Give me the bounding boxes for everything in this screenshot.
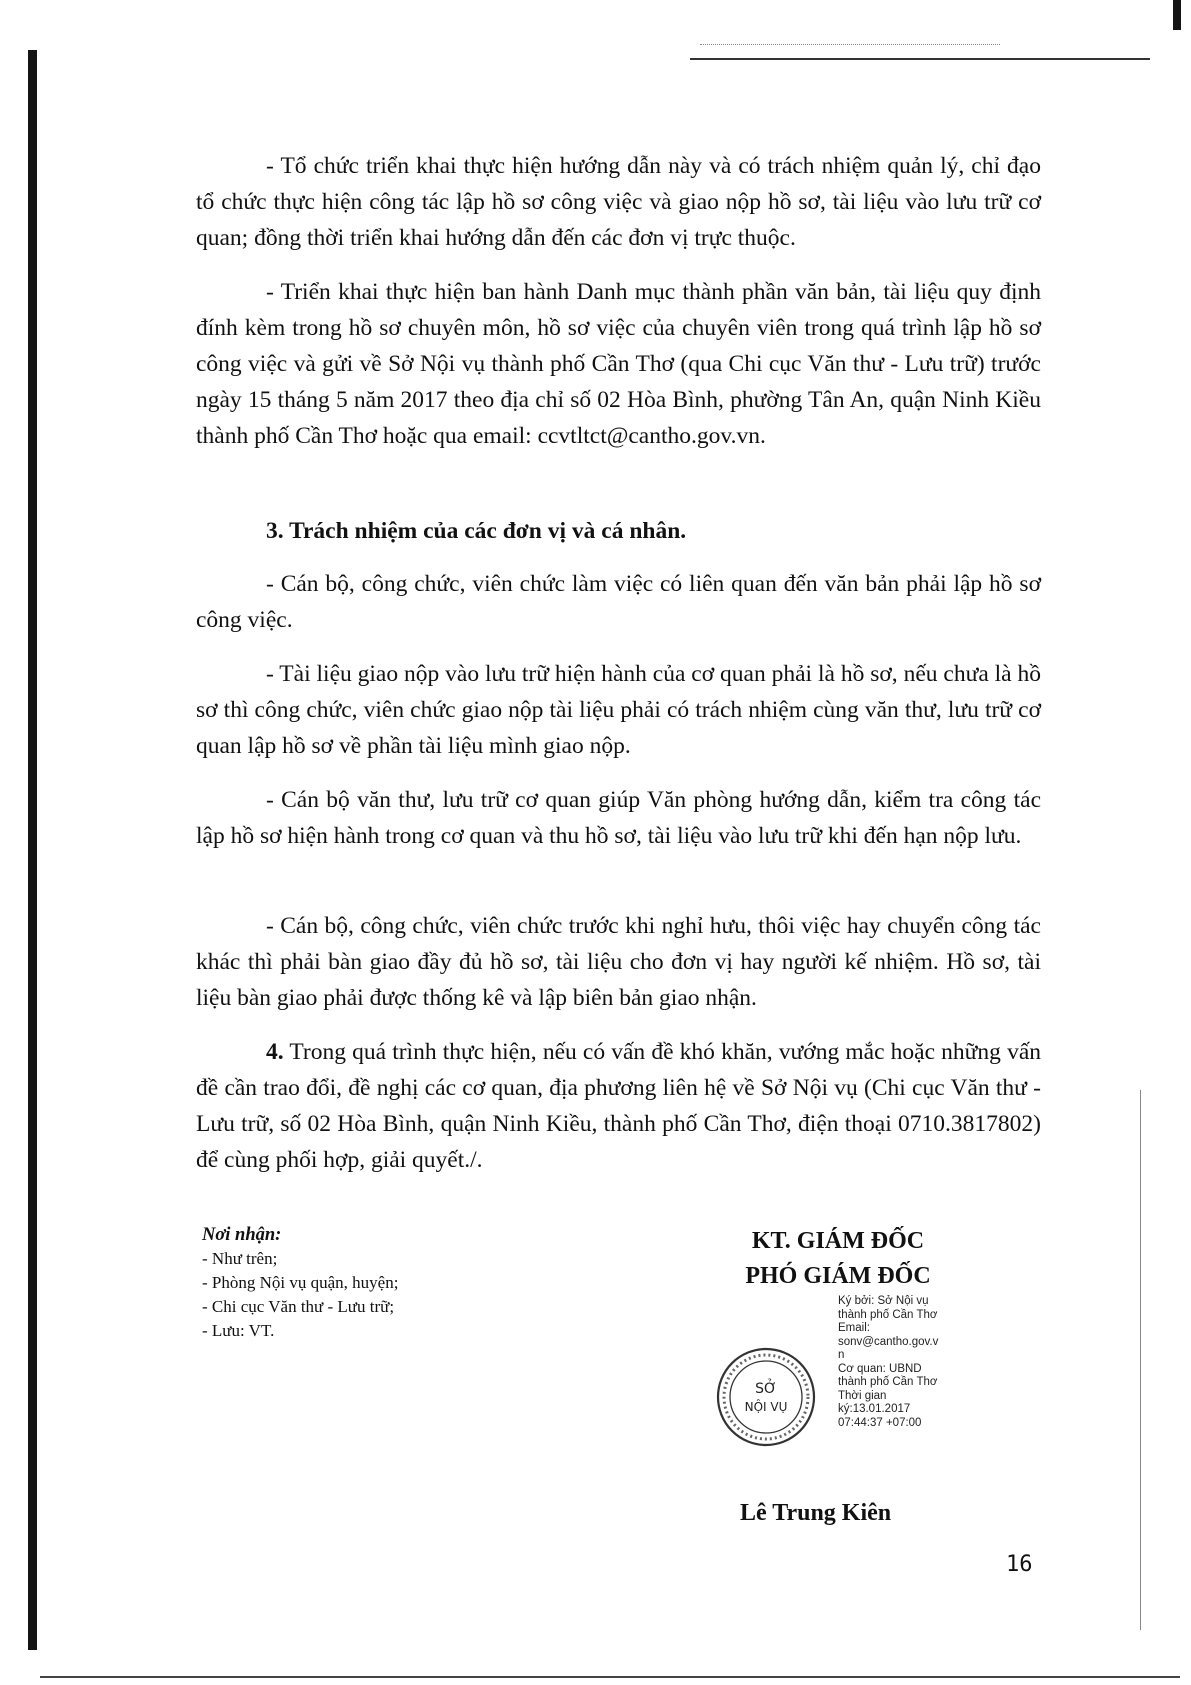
item-number: 4. (266, 1039, 284, 1065)
section-heading-3: 3. Trách nhiệm của các đơn vị và cá nhân. (266, 518, 687, 544)
digital-signature-line: Ký bởi: Sở Nội vụ (838, 1295, 929, 1307)
signature-title-block (698, 1224, 978, 1294)
digital-signature-line: Cơ quan: UBND (838, 1362, 922, 1375)
scan-edge-bottom (40, 1676, 1180, 1678)
seal-text-top: SỞ (755, 1381, 777, 1397)
digital-signature-line: n (838, 1349, 845, 1361)
paragraph-archive-staff: - Cán bộ văn thư, lưu trữ cơ quan giúp Văn phòng hướng dẫn, kiểm tra công tác lập hồ sơ hiện hành trong cơ quan và thu hồ sơ, tài liệu vào lưu trữ khi đến hạn nộp lưu. (196, 787, 1041, 849)
digital-signature-info (838, 1295, 978, 1430)
scan-edge-right (1140, 1090, 1141, 1630)
signer-name: Lê Trung Kiên (740, 1500, 892, 1526)
paragraph-handover: - Cán bộ, công chức, viên chức trước khi nghỉ hưu, thôi việc hay chuyển công tác khác thì phải bàn giao đầy đủ hồ sơ, tài liệu cho đơn vị hay người kế nhiệm. Hồ sơ, tài liệu bàn giao phải được thống kê và lập biên bản giao nhận. (196, 913, 1041, 1011)
digital-signature-line: ký:13.01.2017 (838, 1403, 911, 1415)
paragraph-contact-text: Trong quá trình thực hiện, nếu có vấn đề khó khăn, vướng mắc hoặc những vấn đề cần trao đổi, đề nghị các cơ quan, địa phương liên hệ về Sở Nội vụ (Chi cục Văn thư - Lưu trữ, số 02 Hòa Bình, quận Ninh Kiều, thành phố Cần Thơ, điện thoại 0710.3817802) để cùng phối hợp, giải quyết./. (196, 1039, 1041, 1173)
paragraph-contact (196, 1034, 1041, 1178)
paragraph-deploy: - Triển khai thực hiện ban hành Danh mục thành phần văn bản, tài liệu quy định đính kèm trong hồ sơ chuyên môn, hồ sơ việc của chuyên viên trong quá trình lập hồ sơ công việc và gửi về Sở Nội vụ thành phố Cần Thơ (qua Chi cục Văn thư - Lưu trữ) trước ngày 15 tháng 5 năm 2017 theo địa chỉ số 02 Hòa Bình, phường Tân An, quận Ninh Kiều thành phố Cần Thơ hoặc qua email: ccvtltct@cantho.gov.vn. (196, 279, 1041, 449)
official-seal (714, 1345, 818, 1449)
recipients-title: Nơi nhận: (202, 1225, 282, 1245)
header-dotted-line (700, 44, 1000, 45)
recipients-list (202, 1247, 398, 1343)
digital-signature-line: Thời gian (838, 1389, 887, 1402)
list-item: - Lưu: VT. (202, 1321, 275, 1340)
list-item: - Chi cục Văn thư - Lưu trữ; (202, 1297, 395, 1316)
header-rule (690, 58, 1150, 60)
scan-edge-top-right (1173, 0, 1181, 30)
seal-text-bottom: NỘI VỤ (744, 1400, 788, 1414)
paragraph-organize: - Tổ chức triển khai thực hiện hướng dẫn này và có trách nhiệm quản lý, chỉ đạo tổ chức thực hiện công tác lập hồ sơ công việc và giao nộp hồ sơ, tài liệu vào lưu trữ cơ quan; đồng thời triển khai hướng dẫn đến các đơn vị trực thuộc. (196, 153, 1041, 251)
scan-edge-left (28, 50, 37, 1650)
digital-signature-line: thành phố Cần Thơ (838, 1308, 938, 1321)
signature-title-line2: PHÓ GIÁM ĐỐC (745, 1263, 931, 1289)
digital-signature-line: 07:44:37 +07:00 (838, 1416, 922, 1429)
paragraph-documents: - Tài liệu giao nộp vào lưu trữ hiện hành của cơ quan phải là hồ sơ, nếu chưa là hồ sơ thì công chức, viên chức giao nộp tài liệu phải có trách nhiệm cùng văn thư, lưu trữ cơ quan lập hồ sơ về phần tài liệu mình giao nộp. (196, 661, 1041, 759)
list-item: - Như trên; (202, 1249, 278, 1268)
paragraph-staff: - Cán bộ, công chức, viên chức làm việc có liên quan đến văn bản phải lập hồ sơ công việc. (196, 571, 1041, 633)
digital-signature-line: Email: (838, 1322, 870, 1334)
digital-signature-line: thành phố Cần Thơ (838, 1376, 938, 1388)
list-item: - Phòng Nội vụ quận, huyện; (202, 1273, 399, 1292)
signature-title-line1: KT. GIÁM ĐỐC (751, 1228, 925, 1254)
page-number: 16 (1006, 1552, 1033, 1577)
digital-signature-line: sonv@cantho.gov.v (838, 1335, 939, 1348)
recipients-block (202, 1223, 398, 1343)
